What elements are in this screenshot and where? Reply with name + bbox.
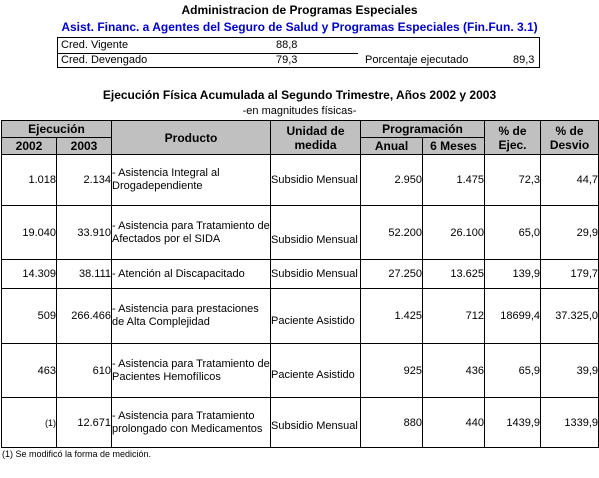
cell-2003: 266.466	[57, 289, 112, 344]
cell-pct-desvio: 39,9	[541, 344, 599, 398]
cell-pct-ejec: 65,0	[485, 206, 541, 260]
cell-2003: 610	[57, 344, 112, 398]
header-unidad: Unidad de medida	[271, 121, 361, 155]
porcentaje-label: Porcentaje ejecutado	[365, 54, 469, 66]
table-row	[2, 260, 599, 289]
porcentaje-value: 89,3	[513, 54, 535, 66]
page-subtitle: Asist. Financ. a Agentes del Seguro de Salud y Programas Especiales (Fin.Fun. 3.1)	[61, 20, 538, 34]
cell-pct-ejec: 1439,9	[485, 398, 541, 448]
credits-row-vigente	[58, 38, 539, 53]
cell-6-meses: 440	[423, 398, 485, 448]
page-title: Administracion de Programas Especiales	[181, 3, 418, 17]
cell-unidad: Subsidio Mensual	[271, 206, 361, 260]
cred-devengado-value: 79,3	[276, 54, 298, 66]
cell-6-meses: 436	[423, 344, 485, 398]
table-row	[2, 155, 599, 206]
cell-producto: - Asistencia para Tratamiento de Afectados por el SIDA	[112, 206, 271, 260]
cell-producto: - Asistencia para Tratamiento prolongado con Medicamentos	[112, 398, 271, 448]
cell-2002: 509	[2, 289, 57, 344]
cell-anual: 925	[361, 344, 423, 398]
header-programacion: Programación	[361, 121, 485, 138]
cell-pct-desvio: 1339,9	[541, 398, 599, 448]
table-row	[2, 206, 599, 260]
header-anual: Anual	[361, 138, 423, 155]
header-producto: Producto	[112, 121, 271, 155]
cell-2002: 14.309	[2, 260, 57, 289]
cell-anual: 52.200	[361, 206, 423, 260]
table-row	[2, 344, 599, 398]
header-2002: 2002	[2, 138, 57, 155]
cell-2003: 33.910	[57, 206, 112, 260]
cell-unidad: Subsidio Mensual	[271, 155, 361, 206]
cell-2002: (1)	[2, 398, 57, 448]
credits-row-devengado	[58, 53, 539, 68]
cell-2002: 463	[2, 344, 57, 398]
header-pct-ejec: % de Ejec.	[485, 121, 541, 155]
credits-box	[57, 37, 540, 68]
header-ejecucion: Ejecución	[2, 121, 112, 138]
cell-2003: 12.671	[57, 398, 112, 448]
cell-pct-desvio: 44,7	[541, 155, 599, 206]
cred-vigente-value: 88,8	[276, 39, 298, 51]
units-note: -en magnitudes físicas-	[242, 105, 357, 117]
cell-pct-ejec: 72,3	[485, 155, 541, 206]
cell-anual: 2.950	[361, 155, 423, 206]
cell-producto: - Atención al Discapacitado	[112, 260, 271, 289]
cell-anual: 880	[361, 398, 423, 448]
footnote: (1) Se modificó la forma de medición.	[2, 449, 152, 459]
cell-anual: 27.250	[361, 260, 423, 289]
cell-6-meses: 13.625	[423, 260, 485, 289]
cell-2003: 2.134	[57, 155, 112, 206]
cell-producto: - Asistencia para prestaciones de Alta Complejidad	[112, 289, 271, 344]
table-row	[2, 289, 599, 344]
cell-pct-ejec: 18699,4	[485, 289, 541, 344]
cell-producto: - Asistencia para Tratamiento de Pacientes Hemofílicos	[112, 344, 271, 398]
cell-unidad: Paciente Asistido	[271, 344, 361, 398]
section-title: Ejecución Física Acumulada al Segundo Trimestre, Años 2002 y 2003	[102, 88, 497, 102]
cred-vigente-label: Cred. Vigente	[61, 39, 129, 51]
cell-2002: 19.040	[2, 206, 57, 260]
cell-pct-ejec: 139,9	[485, 260, 541, 289]
cell-pct-desvio: 29,9	[541, 206, 599, 260]
cred-devengado-label: Cred. Devengado	[61, 54, 148, 66]
cell-pct-desvio: 179,7	[541, 260, 599, 289]
cell-unidad: Paciente Asistido	[271, 289, 361, 344]
cell-anual: 1.425	[361, 289, 423, 344]
cell-6-meses: 712	[423, 289, 485, 344]
header-2003: 2003	[57, 138, 112, 155]
cell-unidad: Subsidio Mensual	[271, 260, 361, 289]
header-pct-desvio: % de Desvio	[541, 121, 599, 155]
cell-pct-ejec: 65,9	[485, 344, 541, 398]
table-row	[2, 398, 599, 448]
cell-producto: - Asistencia Integral al Drogadependiente	[112, 155, 271, 206]
cell-6-meses: 26.100	[423, 206, 485, 260]
header-6-meses: 6 Meses	[423, 138, 485, 155]
cell-2002: 1.018	[2, 155, 57, 206]
cell-6-meses: 1.475	[423, 155, 485, 206]
cell-pct-desvio: 37.325,0	[541, 289, 599, 344]
cell-unidad: Subsidio Mensual	[271, 398, 361, 448]
execution-table	[1, 120, 599, 448]
cell-2003: 38.111	[57, 260, 112, 289]
